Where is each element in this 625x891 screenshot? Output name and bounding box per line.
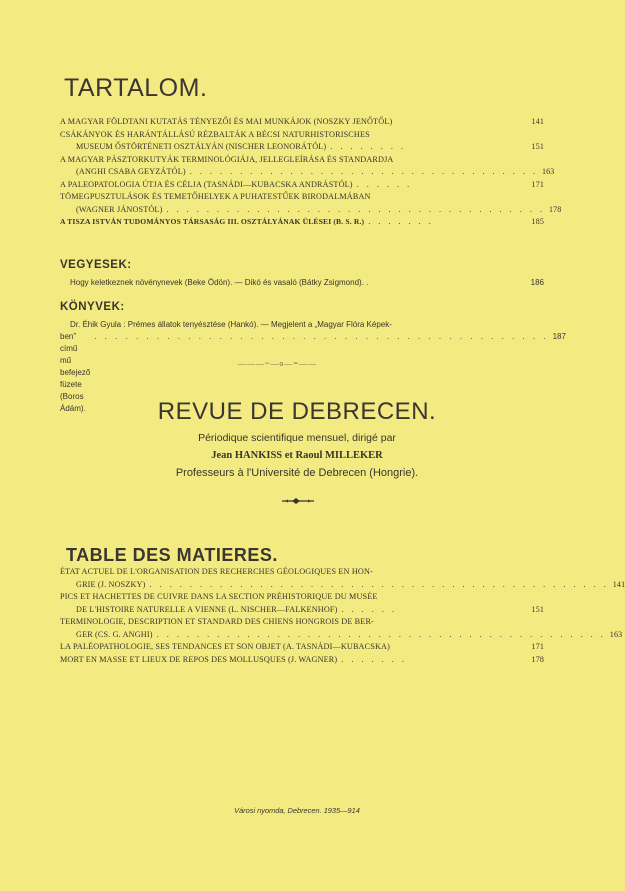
revue-affiliation: Professeurs à l'Université de Debrecen (Hongrie).: [175, 467, 419, 479]
page-number: 178: [531, 654, 544, 664]
ornament-icon: [281, 496, 315, 506]
page-number: 171: [531, 179, 544, 189]
revue-title: REVUE DE DEBRECEN.: [157, 398, 437, 425]
toc-entry: MORT EN MASSE ET LIEUX DE REPOS DES MOLLUSQUES (J. WAGNER) . . . . . . . 178: [60, 654, 544, 667]
page-number: 141: [612, 579, 625, 589]
page-number: 185: [531, 217, 544, 226]
toc-entry: A MAGYAR FÖLDTANI KUTATÁS TÉNYEZŐI ÉS MAI MUNKÁJOK (NOSZKY JENŐTŐL) 141: [60, 116, 544, 129]
page-number: 171: [531, 642, 544, 651]
page-number: 151: [531, 142, 544, 151]
revue-subtitle: Périodique scientifique mensuel, dirigé par: [198, 432, 396, 444]
toc-entry: TERMINOLOGIE, DESCRIPTION ET STANDARD DES CHIENS HONGROIS DE BER- GER (CS. G. ANGHI) . . . . . . . . . . . . . . . . . . . . . . . . . . . . . . . . . . . . . . . . . . . . . 163: [60, 616, 544, 641]
konyvek-heading: KÖNYVEK:: [60, 301, 125, 313]
matieres-list: [60, 566, 625, 666]
tartalom-list: [60, 116, 562, 229]
page-number: 141: [531, 117, 544, 126]
page-number: 163: [609, 629, 623, 639]
toc-entry: A TISZA ISTVÁN TUDOMÁNYOS TÁRSASÁG III. OSZTÁLYÁNAK ÜLÉSEI (B. S. R.) . . . . . . . 185: [60, 216, 544, 229]
toc-entry: PICS ET HACHETTES DE CUIVRE DANS LA SECTION PRÉHISTORIQUE DU MUSÉE DE L'HISTOIRE NATURELLE A VIENNE (L. NISCHER—FALKENHOF) . . . . . . 151: [60, 591, 544, 616]
tartalom-title: TARTALOM.: [64, 74, 208, 102]
toc-entry: A PALEOPATOLOGIA ÚTJA ÉS CÉLJA (TASNÁDI—KUBACSKA ANDRÁSTÓL) . . . . . . 171: [60, 179, 544, 192]
matieres-title: TABLE DES MATIERES.: [66, 544, 278, 565]
page-number: 178: [548, 204, 562, 214]
imprint: Városi nyomda, Debrecen. 1935—914: [234, 806, 360, 815]
page-number: 151: [531, 604, 544, 614]
page-number: 187: [552, 332, 566, 341]
revue-editors: Jean HANKISS et Raoul MILLEKER: [211, 450, 383, 461]
toc-entry: LA PALÉOPATHOLOGIE, SES TENDANCES ET SON OBJET (A. TASNÁDI—KUBACSKA) 171: [60, 641, 544, 654]
toc-entry: A MAGYAR PÁSZTORKUTYÁK TERMINOLÓGIÁJA, JELLEGLEÍRÁSA ÉS STANDARDJA (ANGHI CSABA GEYZÁTÓL) . . . . . . . . . . . . . . . . . . . . . . . . . . . . . . . . . . . 163: [60, 154, 544, 179]
vegyesek-entry: Hogy keletkeznek növénynevek (Beke Ödön). — Dikó és vasaló (Bátky Zsigmond). . 186: [70, 278, 544, 287]
divider-ornament: ———~—o—=——: [238, 359, 317, 368]
page-number: 163: [541, 167, 555, 176]
toc-entry: TÖMEGPUSZTULÁSOK ÉS TEMETŐHELYEK A PUHATESTŰEK BIRODALMÁBAN (WAGNER JÁNOSTÓL) . . . . . . . . . . . . . . . . . . . . . . . . . . . . . . . . . . . . . . 178: [60, 191, 544, 216]
konyvek-entry: Dr. Éhik Gyula : Prémes állatok tenyésztése (Hankó). — Megjelent a „Magyar Flóra Képek- ben” című mű befejező füzete (Boros Ádám). . . . . . . . . . . . . . . . . . . . . . . . . . . . . . . . . . . . . . . . . . . . . 187: [60, 320, 566, 413]
toc-entry: CSÁKÁNYOK ÉS HARÁNTÁLLÁSÚ RÉZBALTÁK A BÉCSI NATURHISTORISCHES MUSEUM ŐSTÖRTÉNETI OSZTÁLYÁN (NISCHER LEONORÁTÓL) . . . . . . . . 151: [60, 129, 544, 154]
toc-entry: ÉTAT ACTUEL DE L'ORGANISATION DES RECHERCHES GÉOLOGIQUES EN HON- GRIE (J. NOSZKY) . . . . . . . . . . . . . . . . . . . . . . . . . . . . . . . . . . . . . . . . . . . . . . 141: [60, 566, 544, 591]
page-number: 186: [530, 278, 544, 287]
vegyesek-heading: VEGYESEK:: [60, 259, 132, 271]
